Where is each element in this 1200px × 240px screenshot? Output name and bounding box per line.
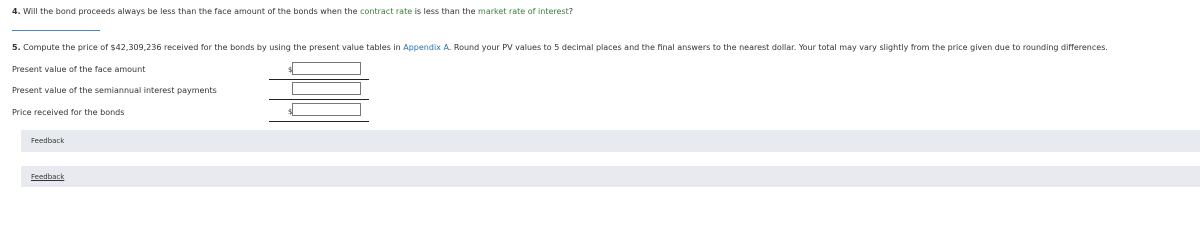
sum-rule	[269, 99, 369, 100]
price-received-input[interactable]	[292, 103, 361, 116]
market-rate-link[interactable]: market rate of interest	[478, 7, 569, 16]
feedback-link[interactable]: Feedback	[31, 173, 65, 181]
question-mark: ?	[568, 7, 573, 16]
contract-rate-link[interactable]: contract rate	[360, 7, 413, 16]
total-rule-top	[269, 79, 369, 80]
question-5	[12, 43, 1108, 52]
question-number: 5.	[12, 43, 21, 52]
price-received-label: Price received for the bonds	[12, 108, 125, 117]
question-4	[12, 7, 573, 16]
currency-symbol: $	[288, 66, 293, 74]
interest-payments-input[interactable]	[292, 82, 361, 95]
interest-payments-label: Present value of the semiannual interest payments	[12, 86, 217, 95]
question-number: 4.	[12, 7, 21, 16]
feedback-panel-collapsed	[21, 166, 1200, 187]
question-text: is less than the	[414, 7, 476, 16]
feedback-panel	[21, 130, 1200, 152]
face-amount-label: Present value of the face amount	[12, 65, 146, 74]
currency-symbol: $	[288, 108, 293, 116]
feedback-label: Feedback	[31, 137, 65, 145]
question-text: . Round your PV values to 5 decimal places and the final answers to the nearest dollar. Your total may vary slightly from the price given due to rounding differences.	[448, 43, 1108, 52]
answer-underline[interactable]	[12, 30, 100, 31]
face-amount-input[interactable]	[292, 62, 361, 75]
question-text: Will the bond proceeds always be less than the face amount of the bonds when the	[23, 7, 358, 16]
appendix-a-link[interactable]: Appendix A	[403, 43, 449, 52]
question-text: Compute the price of $42,309,236 received for the bonds by using the present value tables in	[23, 43, 401, 52]
total-double-rule	[269, 121, 369, 122]
